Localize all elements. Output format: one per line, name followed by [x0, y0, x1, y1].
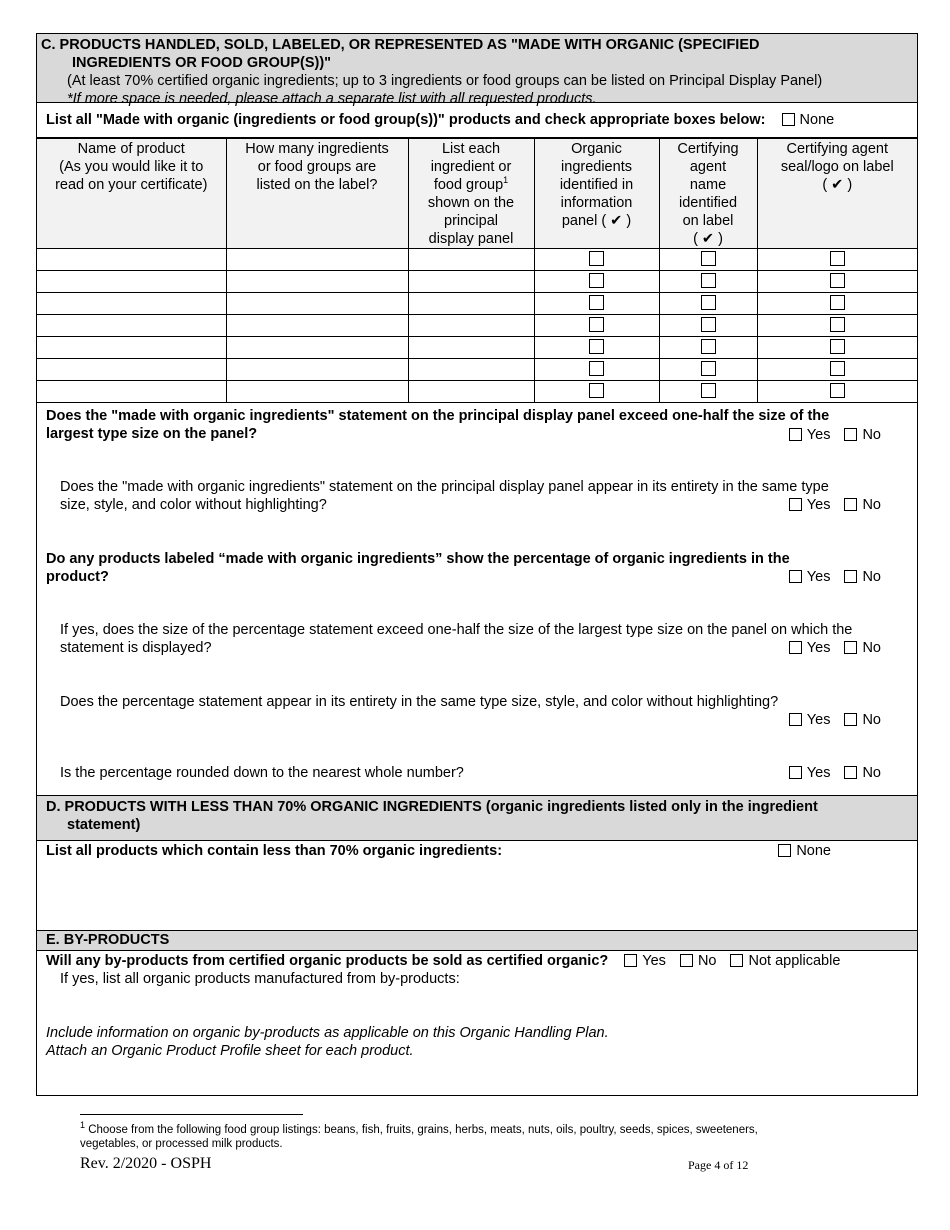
footnote-marker: 1: [503, 175, 509, 186]
row-checkbox[interactable]: [589, 273, 604, 288]
ingredient-count-cell[interactable]: [226, 315, 408, 337]
question-4-options: [775, 639, 881, 657]
ingredient-count-cell[interactable]: [226, 337, 408, 359]
question-6-no[interactable]: No: [844, 764, 881, 782]
table-row: [37, 337, 917, 359]
ingredient-count-cell[interactable]: [226, 271, 408, 293]
question-4-text-line1: If yes, does the size of the percentage statement exceed one-half the size of the largest type size on the panel on which the: [60, 622, 853, 638]
certifier-seal-cell[interactable]: [757, 249, 917, 271]
product-name-cell[interactable]: [37, 381, 226, 403]
certifier-seal-cell[interactable]: [757, 271, 917, 293]
row-checkbox[interactable]: [589, 251, 604, 266]
question-4: [37, 617, 917, 689]
section-c-list-instruction: List all "Made with organic (ingredients or food group(s))" products and check appropriate boxes below:: [46, 112, 766, 128]
question-4-no[interactable]: No: [844, 639, 881, 657]
section-e-followup: If yes, list all organic products manufactured from by-products:: [60, 971, 460, 987]
table-row: [37, 315, 917, 337]
row-checkbox[interactable]: [830, 295, 845, 310]
product-name-cell[interactable]: [37, 249, 226, 271]
row-checkbox[interactable]: [589, 317, 604, 332]
row-checkbox[interactable]: [701, 361, 716, 376]
question-2-no[interactable]: No: [844, 496, 881, 514]
question-5-yes[interactable]: Yes: [789, 711, 831, 729]
question-3: [37, 546, 917, 617]
ingredient-list-cell[interactable]: [408, 381, 534, 403]
yes-checkbox[interactable]: [789, 428, 802, 441]
footnote: [80, 1120, 840, 1151]
question-1-no[interactable]: No: [844, 426, 881, 444]
section-d-header: [37, 795, 917, 841]
row-checkbox[interactable]: [830, 383, 845, 398]
ingredient-list-cell[interactable]: [408, 271, 534, 293]
question-2-text-line2: size, style, and color without highlighting?: [60, 497, 327, 513]
section-c-header: [37, 34, 917, 107]
table-row: [37, 381, 917, 403]
section-e-header: [37, 931, 917, 951]
certifier-seal-cell[interactable]: [757, 359, 917, 381]
product-name-cell[interactable]: [37, 271, 226, 293]
row-checkbox[interactable]: [701, 339, 716, 354]
question-1-text-line1: Does the "made with organic ingredients" statement on the principal display panel exceed one-half the size of the: [46, 408, 830, 424]
row-checkbox[interactable]: [830, 317, 845, 332]
row-checkbox[interactable]: [830, 339, 845, 354]
question-6-yes[interactable]: Yes: [789, 764, 831, 782]
question-3-yes[interactable]: Yes: [789, 568, 831, 586]
col-header-organic-info-panel: Organic ingredients identified in information panel ( ✔ ): [534, 139, 659, 249]
no-checkbox[interactable]: [680, 954, 693, 967]
certifier-name-cell[interactable]: [659, 381, 757, 403]
section-d-list-label: List all products which contain less than 70% organic ingredients:: [46, 843, 503, 859]
page-number: Page 4 of 12: [688, 1158, 749, 1172]
product-name-cell[interactable]: [37, 359, 226, 381]
col-header-certifier-seal: Certifying agent seal/logo on label ( ✔ ): [757, 139, 917, 249]
no-checkbox[interactable]: [844, 713, 857, 726]
section-c-note: *If more space is needed, please attach a separate list with all requested products.: [67, 91, 597, 107]
no-checkbox[interactable]: [844, 766, 857, 779]
row-checkbox[interactable]: [589, 383, 604, 398]
row-checkbox[interactable]: [830, 361, 845, 376]
certifier-name-cell[interactable]: [659, 359, 757, 381]
question-5-options: [775, 711, 881, 729]
row-checkbox[interactable]: [701, 251, 716, 266]
no-checkbox[interactable]: [844, 498, 857, 511]
question-2: [37, 474, 917, 546]
certifier-name-cell[interactable]: [659, 315, 757, 337]
question-3-options: [775, 568, 881, 586]
certifier-name-cell[interactable]: [659, 249, 757, 271]
product-name-cell[interactable]: [37, 337, 226, 359]
section-e-yes[interactable]: Yes: [624, 952, 666, 970]
section-c-title-line1: C. PRODUCTS HANDLED, SOLD, LABELED, OR REPRESENTED AS "MADE WITH ORGANIC (SPECIFIED: [41, 37, 760, 53]
table-row: [37, 293, 917, 315]
no-checkbox[interactable]: [844, 641, 857, 654]
section-d-none-option[interactable]: None: [778, 842, 831, 860]
section-c-list-row: [37, 103, 917, 138]
section-e-body: [37, 951, 917, 1095]
section-c-title-line2: INGREDIENTS OR FOOD GROUP(S))": [72, 55, 332, 71]
organic-info-cell[interactable]: [534, 271, 659, 293]
table-row: [37, 271, 917, 293]
no-checkbox[interactable]: [844, 570, 857, 583]
organic-info-cell[interactable]: [534, 337, 659, 359]
yes-checkbox[interactable]: [789, 766, 802, 779]
ingredient-count-cell[interactable]: [226, 359, 408, 381]
yes-checkbox[interactable]: [624, 954, 637, 967]
question-5: [37, 689, 917, 760]
certifier-seal-cell[interactable]: [757, 381, 917, 403]
section-d-title-line1: D. PRODUCTS WITH LESS THAN 70% ORGANIC INGREDIENTS (organic ingredients listed only in the ingredient: [46, 799, 818, 815]
product-name-cell[interactable]: [37, 293, 226, 315]
product-name-cell[interactable]: [37, 315, 226, 337]
row-checkbox[interactable]: [701, 273, 716, 288]
question-3-no[interactable]: No: [844, 568, 881, 586]
ingredient-count-cell[interactable]: [226, 381, 408, 403]
row-checkbox[interactable]: [589, 339, 604, 354]
col-header-ingredient-count: How many ingredients or food groups are listed on the label?: [226, 139, 408, 249]
certifier-seal-cell[interactable]: [757, 315, 917, 337]
revision-label: Rev. 2/2020 - OSPH: [80, 1155, 212, 1172]
question-4-text-line2: statement is displayed?: [60, 640, 212, 656]
col-header-ingredient-list: List each ingredient or food group$^1$ shown on the principal display panel: [408, 139, 534, 249]
ingredient-list-cell[interactable]: [408, 293, 534, 315]
question-5-no[interactable]: No: [844, 711, 881, 729]
section-e-not-applicable[interactable]: Not applicable: [730, 952, 840, 970]
certifier-name-cell[interactable]: [659, 271, 757, 293]
section-e-question: Will any by-products from certified organic products be sold as certified organic?: [46, 953, 609, 969]
certifier-name-cell[interactable]: [659, 337, 757, 359]
question-2-text-line1: Does the "made with organic ingredients" statement on the principal display panel appear in its entirety in the same type: [60, 479, 829, 495]
footnote-text-line1: Choose from the following food group listings: beans, fish, fruits, grains, herbs, meats, nuts, oils, poultry, seeds, spices, sweeteners,: [85, 1124, 758, 1136]
footnote-text-line2: vegetables, or processed milk products.: [80, 1138, 283, 1150]
made-with-organic-products-table: [37, 138, 917, 403]
ingredient-count-cell[interactable]: [226, 249, 408, 271]
none-checkbox[interactable]: [778, 844, 791, 857]
section-e-note2: Attach an Organic Product Profile sheet for each product.: [46, 1043, 414, 1059]
row-checkbox[interactable]: [830, 251, 845, 266]
organic-handling-plan-form: [36, 33, 918, 1096]
col-header-product-name: Name of product (As you would like it to read on your certificate): [37, 139, 226, 249]
organic-info-cell[interactable]: [534, 359, 659, 381]
section-c-subtext: (At least 70% certified organic ingredients; up to 3 ingredients or food groups can be listed on Principal Display Panel): [67, 73, 823, 89]
ingredient-list-cell[interactable]: [408, 315, 534, 337]
yes-checkbox[interactable]: [789, 641, 802, 654]
ingredient-list-cell[interactable]: [408, 359, 534, 381]
question-1-text-line2: largest type size on the panel?: [46, 426, 258, 442]
row-checkbox[interactable]: [701, 295, 716, 310]
question-1-options: [775, 426, 881, 444]
ingredient-count-cell[interactable]: [226, 293, 408, 315]
no-checkbox[interactable]: [844, 428, 857, 441]
question-6: [37, 760, 917, 795]
section-d-title-line2: statement): [67, 817, 141, 833]
section-e-title: E. BY-PRODUCTS: [46, 932, 170, 948]
section-c-none-option[interactable]: [782, 112, 835, 128]
yes-checkbox[interactable]: [789, 713, 802, 726]
none-label: None: [799, 112, 835, 128]
certifier-name-cell[interactable]: [659, 293, 757, 315]
question-2-yes[interactable]: Yes: [789, 496, 831, 514]
row-checkbox[interactable]: [589, 361, 604, 376]
organic-info-cell[interactable]: [534, 315, 659, 337]
none-checkbox[interactable]: [782, 113, 795, 126]
question-5-text-line1: Does the percentage statement appear in its entirety in the same type size, style, and color without highlighting?: [60, 694, 779, 710]
ingredient-list-cell[interactable]: [408, 249, 534, 271]
section-d-list-area[interactable]: [37, 841, 917, 931]
section-e-note1: Include information on organic by-products as applicable on this Organic Handling Plan.: [46, 1025, 609, 1041]
certifier-seal-cell[interactable]: [757, 337, 917, 359]
ingredient-list-cell[interactable]: [408, 337, 534, 359]
footnote-number: 1: [80, 1120, 86, 1131]
yes-checkbox[interactable]: [789, 498, 802, 511]
row-checkbox[interactable]: [830, 273, 845, 288]
question-6-options: [775, 764, 881, 782]
question-1: [37, 403, 917, 474]
question-1-yes[interactable]: Yes: [789, 426, 831, 444]
not-applicable-checkbox[interactable]: [730, 954, 743, 967]
question-3-text-line1: Do any products labeled “made with organic ingredients” show the percentage of organic ingredients in the: [46, 551, 790, 567]
question-4-yes[interactable]: Yes: [789, 639, 831, 657]
row-checkbox[interactable]: [589, 295, 604, 310]
table-row: [37, 249, 917, 271]
question-3-text-line2: product?: [46, 569, 109, 585]
row-checkbox[interactable]: [701, 317, 716, 332]
product-rows: [37, 249, 917, 403]
yes-checkbox[interactable]: [789, 570, 802, 583]
question-6-text-line1: Is the percentage rounded down to the nearest whole number?: [60, 765, 464, 781]
organic-info-cell[interactable]: [534, 249, 659, 271]
question-2-options: [775, 496, 881, 514]
table-row: [37, 359, 917, 381]
table-header-row: [37, 139, 917, 249]
certifier-seal-cell[interactable]: [757, 293, 917, 315]
row-checkbox[interactable]: [701, 383, 716, 398]
organic-info-cell[interactable]: [534, 381, 659, 403]
col-header-certifier-name: Certifying agent name identified on label ( ✔ ): [659, 139, 757, 249]
section-e-no[interactable]: No: [680, 952, 717, 970]
organic-info-cell[interactable]: [534, 293, 659, 315]
footnote-divider: [80, 1114, 303, 1115]
